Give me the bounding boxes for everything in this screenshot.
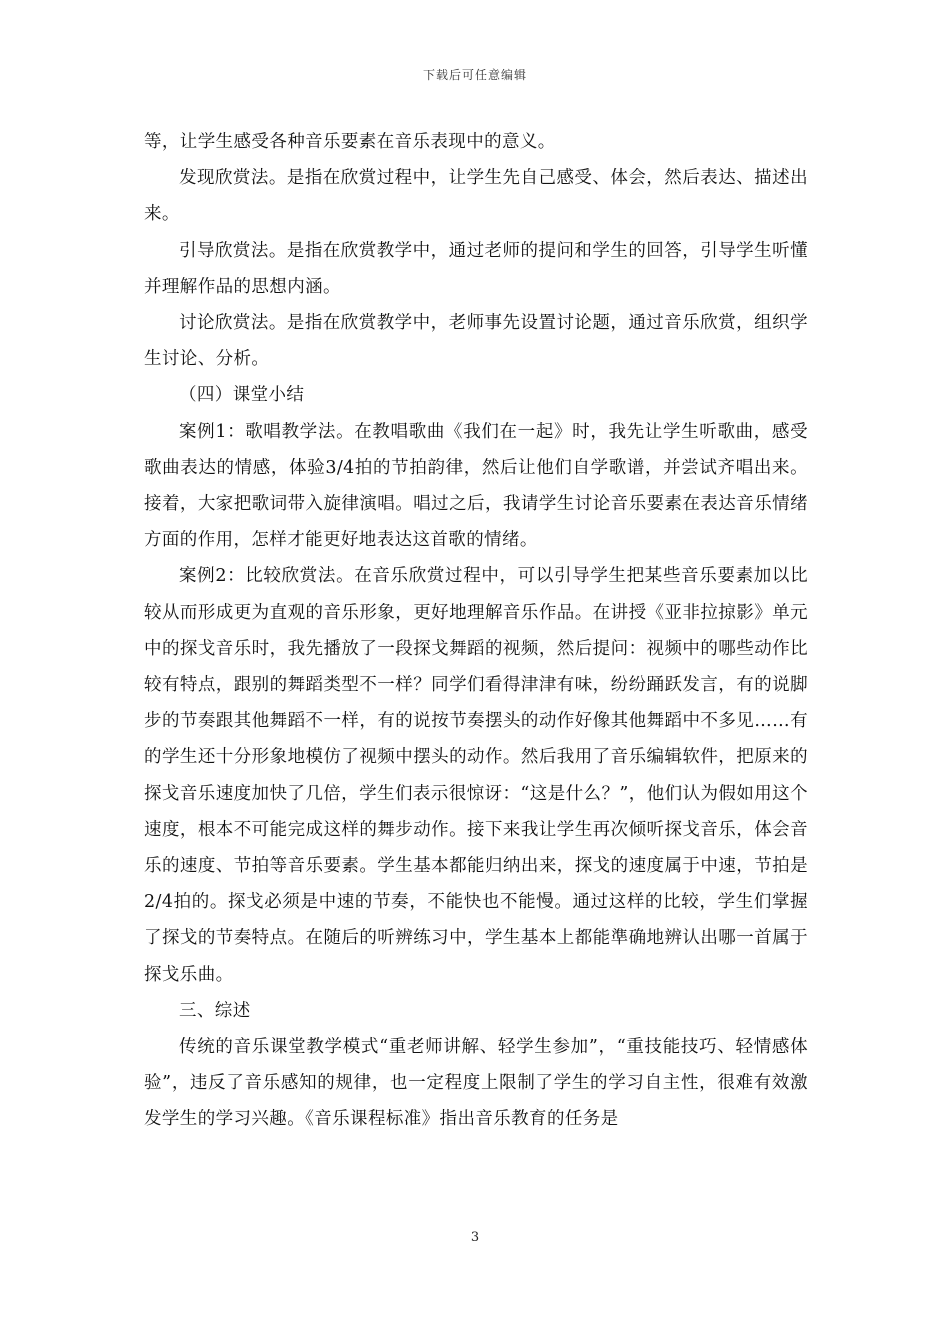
section-heading-overview: 三、综述 bbox=[179, 1000, 251, 1021]
document-body bbox=[144, 124, 808, 1138]
section-heading-summary: （四）课堂小结 bbox=[179, 385, 305, 406]
paragraph-case-1: 案例1：歌唱教学法。在教唱歌曲《我们在一起》时，我先让学生听歌曲，感受歌曲表达的情感，体验3/4拍的节拍韵律，然后让他们自学歌谱，并尝试齐唱出来。接着，大家把歌词带入旋律演唱。唱过之后，我请学生讨论音乐要素在表达音乐情绪方面的作用，怎样才能更好地表达这首歌的情绪。 bbox=[144, 421, 808, 551]
paragraph-discovery-method: 发现欣赏法。是指在欣赏过程中，让学生先自己感受、体会，然后表达、描述出来。 bbox=[144, 168, 808, 225]
page-header: 下载后可任意编辑 bbox=[422, 68, 527, 82]
paragraph-continuation: 等，让学生感受各种音乐要素在音乐表现中的意义。 bbox=[144, 132, 556, 152]
paragraph-discussion-method: 讨论欣赏法。是指在欣赏教学中，老师事先设置讨论题，通过音乐欣赏，组织学生讨论、分析。 bbox=[144, 313, 808, 370]
page-number: 3 bbox=[470, 1230, 480, 1245]
paragraph-case-2: 案例2：比较欣赏法。在音乐欣赏过程中，可以引导学生把某些音乐要素加以比较从而形成更为直观的音乐形象，更好地理解音乐作品。在讲授《亚非拉掠影》单元中的探戈音乐时，我先播放了一段探戈舞蹈的视频，然后提问：视频中的哪些动作比较有特点，跟别的舞蹈类型不一样？同学们看得津津有味，纷纷踊跃发言，有的说脚步的节奏跟其他舞蹈不一样，有的说按节奏摆头的动作好像其他舞蹈中不多见……有的学生还十分形象地模仿了视频中摆头的动作。然后我用了音乐编辑软件，把原来的探戈音乐速度加快了几倍，学生们表示很惊讶：“这是什么？”，他们认为假如用这个速度，根本不可能完成这样的舞步动作。接下来我让学生再次倾听探戈音乐，体会音乐的速度、节拍等音乐要素。学生基本都能归纳出来，探戈的速度属于中速，节拍是2/4拍的。探戈必须是中速的节奏，不能快也不能慢。通过这样的比较，学生们掌握了探戈的节奏特点。在随后的听辨练习中，学生基本上都能準确地辨认出哪一首属于探戈乐曲。 bbox=[144, 566, 808, 985]
paragraph-guided-method: 引导欣赏法。是指在欣赏教学中，通过老师的提问和学生的回答，引导学生听懂并理解作品的思想内涵。 bbox=[144, 240, 808, 297]
paragraph-overview: 传统的音乐课堂教学模式“重老师讲解、轻学生参加”，“重技能技巧、轻情感体验”，违反了音乐感知的规律，也一定程度上限制了学生的学习自主性，很难有效激发学生的学习兴趣。《音乐课程标准》指出音乐教育的任务是 bbox=[144, 1037, 808, 1130]
